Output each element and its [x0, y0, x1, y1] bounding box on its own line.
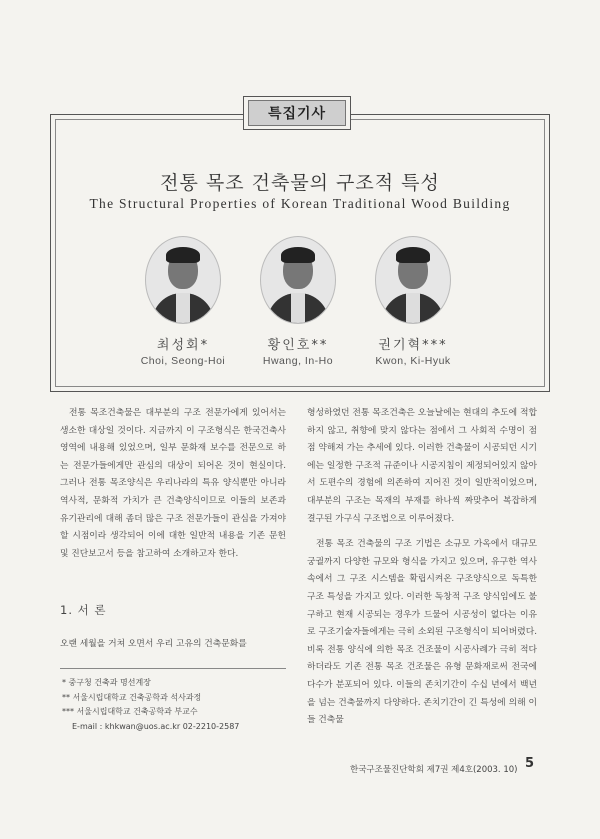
author-photo: [145, 236, 221, 324]
paragraph: 오랜 세월을 거쳐 오면서 우리 고유의 건축문화를: [60, 639, 247, 649]
author-3: [358, 236, 468, 367]
paragraph: 형성하였던 전통 목조건축은 오늘날에는 현대의 추도에 적합하지 않고, 취향에 맞지 않다는 점에서 그 사회적 수명이 점점 약해져 가는 추세에 있다. 이러한 건축물이 시공되던 시기에는 일정한 구조적 규준이나 시공지침이 제정되어있지 않아서 도편수의 경험에 의존하여 지어진 것이 일반적이었으며, 대부분의 구조는 목재의 부재를 하나씩 짜맞추어 복잡하게 결구된 가구식 구조법으로 이루어졌다.: [307, 408, 537, 524]
footnote: * 중구청 건축과 명선계장: [62, 678, 151, 687]
section-label: 특집기사: [248, 100, 346, 126]
section-heading: 1. 서 론: [60, 603, 107, 617]
author-name-english: Kwon, Ki-Hyuk: [375, 355, 451, 367]
footnote-divider: [60, 668, 286, 669]
paragraph: 전통 목조 건축물의 구조 기법은 소규모 가옥에서 대규모 궁궐까지 다양한 규모와 형식을 가지고 있으며, 유구한 역사 속에서 그 구조 시스템을 확립시켜온 구조양식으로 독특한 구조 특성을 가지고 있다. 이러한 독창적 구조 양식임에도 불구하고 현재 시공되는 경우가 드물어 시공성이 없다는 이유로 구조기술자들에게는 극히 소외된 구조형식이 되어버렸다. 비록 전통 양식에 의한 목조 건조물이 시공사례가 극히 적다하더라도 기존 전통 목조 건조물은 유형 문화재로써 전국에 다수가 분포되어 있다. 이들의 존치기간이 수십 년에서 백년을 넘는 건축물까지 다양하다. 존치기간이 긴 특성에 의해 이들 건축물: [307, 539, 537, 726]
footnote: ** 서울시립대학교 건축공학과 석사과정: [62, 692, 202, 702]
title-korean: 전통 목조 건축물의 구조적 특성: [160, 172, 440, 194]
author-name-english: Choi, Seong-Hoi: [140, 355, 226, 367]
footnotes: [62, 676, 292, 734]
author-name-korean: 황인호**: [267, 338, 329, 353]
author-name-korean: 권기혁***: [378, 338, 448, 353]
author-1: [128, 236, 238, 367]
author-name-english: Hwang, In-Ho: [262, 355, 334, 367]
paragraph: 전통 목조건축물은 대부분의 구조 전문가에게 있어서는 생소한 대상일 것이다. 지금까지 이 구조형식은 한국건축사 영역에 내용해 있었으며, 일부 문화재 보수를 전문으로 하는 전문가들에게만 관심의 대상이 되어온 것이 현실이다. 그러나 전통 목조양식은 우리나라의 특유 양식뿐만 아니라 역사적, 문화적 가치가 큰 건축양식이므로 이들의 보존과 유기관리에 대해 좀더 많은 구조 전문가들이 관심을 가져야 할 시점이라 생각되어 이에 대한 일반적 내용을 기존 문헌 및 진단보고서 등을 참고하여 소개하고자 한다.: [60, 408, 286, 559]
author-photo: [375, 236, 451, 324]
title-english: The Structural Properties of Korean Traditional Wood Building: [89, 196, 511, 211]
footnote: *** 서울시립대학교 건축공학과 부교수: [62, 707, 198, 717]
body-left-column: [60, 405, 286, 563]
footnote-email: E-mail : khkwan@uos.ac.kr 02-2210-2587: [72, 721, 240, 731]
author-2: [243, 236, 353, 367]
page-number: 5: [525, 756, 535, 771]
author-name-korean: 최성회*: [156, 338, 210, 353]
journal-footer: 한국구조물진단학회 제7권 제4호(2003. 10): [350, 765, 518, 775]
section-badge: [243, 96, 351, 130]
author-photo: [260, 236, 336, 324]
body-right-column: [307, 405, 537, 730]
